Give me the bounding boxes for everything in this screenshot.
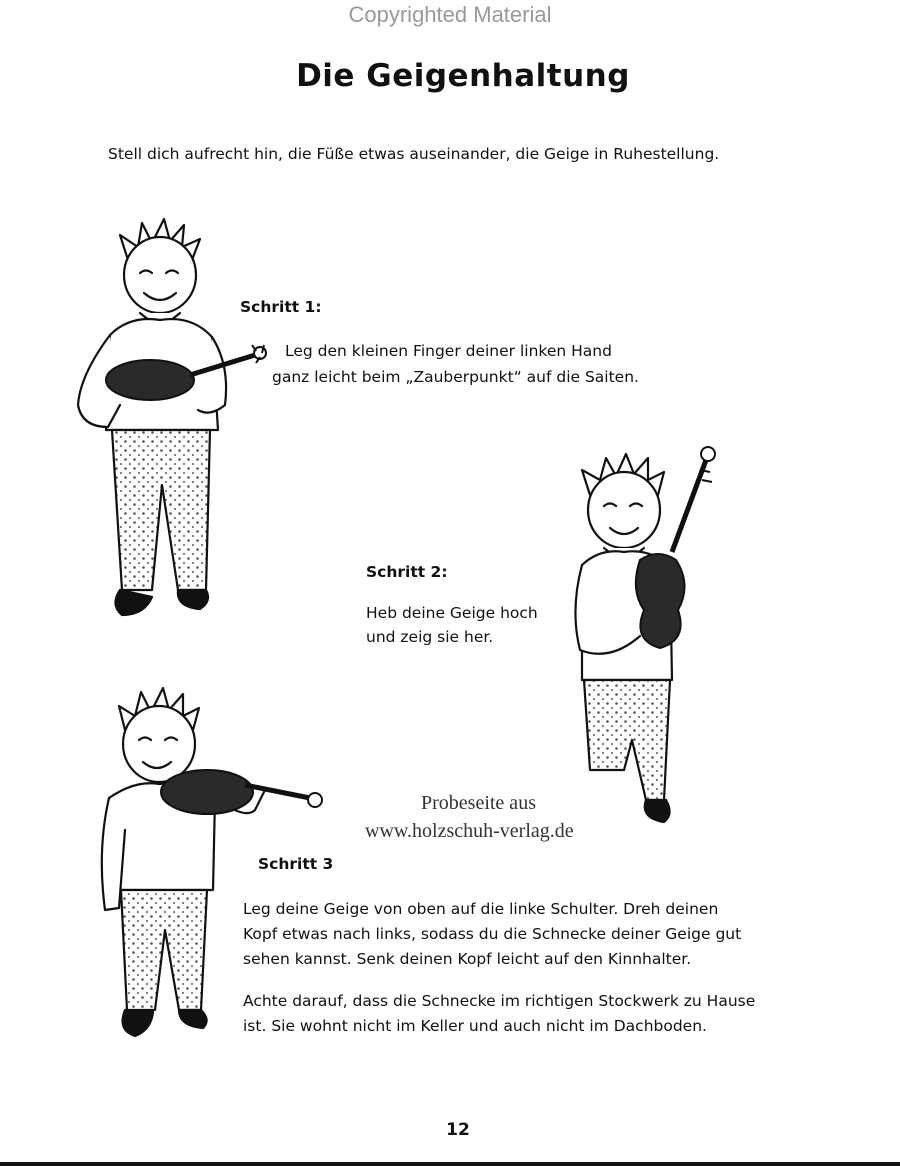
step3-line2: Kopf etwas nach links, sodass du die Schnecke deiner Geige gut (243, 925, 742, 943)
step1-line2: ganz leicht beim „Zauberpunkt“ auf die Saiten. (272, 368, 639, 386)
step3-line1: Leg deine Geige von oben auf die linke Schulter. Dreh deinen (243, 900, 719, 918)
step2-line1: Heb deine Geige hoch (366, 604, 538, 622)
step3-label: Schritt 3 (258, 855, 334, 873)
copyright-watermark: Copyrighted Material (348, 2, 552, 27)
probe-line2: www.holzschuh-verlag.de (365, 820, 574, 842)
bottom-rule (0, 1162, 900, 1166)
step1-label: Schritt 1: (240, 298, 322, 316)
intro-text: Stell dich aufrecht hin, die Füße etwas auseinander, die Geige in Ruhestellung. (108, 145, 720, 163)
boy-showing-violin-illustration (560, 440, 750, 840)
step1-line1: Leg den kleinen Finger deiner linken Hand (285, 342, 612, 360)
step2-label: Schritt 2: (366, 563, 448, 581)
page-number: 12 (446, 1120, 470, 1140)
probe-line1: Probeseite aus (421, 792, 536, 814)
step3-line5: ist. Sie wohnt nicht im Keller und auch nicht im Dachboden. (243, 1017, 707, 1035)
step2-line2: und zeig sie her. (366, 628, 494, 646)
boy-rest-position-illustration (60, 205, 280, 625)
step3-line4: Achte darauf, dass die Schnecke im richtigen Stockwerk zu Hause (243, 992, 756, 1010)
page-title: Die Geigenhaltung (296, 58, 630, 94)
step3-line3: sehen kannst. Senk deinen Kopf leicht auf den Kinnhalter. (243, 950, 692, 968)
